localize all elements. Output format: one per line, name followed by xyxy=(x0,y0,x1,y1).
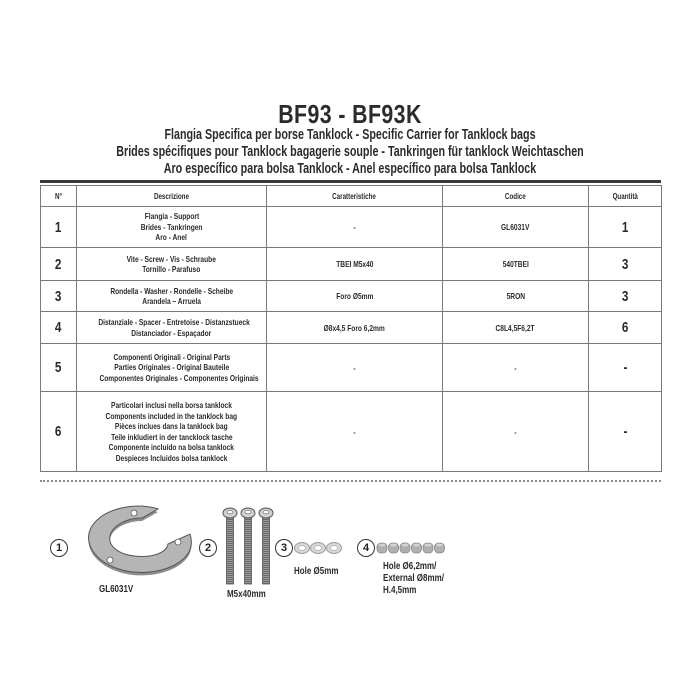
row-features: TBEI M5x40 xyxy=(267,248,443,281)
document-title: BF93 - BF93K xyxy=(278,99,422,129)
part-label-3: Hole Ø5mm xyxy=(294,566,339,577)
table-row xyxy=(41,312,662,344)
part-badge-2: 2 xyxy=(199,539,217,557)
washers-icon xyxy=(294,541,344,555)
table-header-row xyxy=(41,186,662,207)
row-quantity: - xyxy=(589,344,662,392)
row-code: - xyxy=(443,344,589,392)
table-row xyxy=(41,344,662,392)
table-row xyxy=(41,207,662,248)
screws-icon xyxy=(222,507,274,585)
part-label-4: Hole Ø6,2mm/ External Ø8mm/ H.4,5mm xyxy=(383,561,444,596)
table-row xyxy=(41,248,662,281)
row-features: - xyxy=(267,344,443,392)
row-code: C8L4,5F6,2T xyxy=(443,312,589,344)
row-quantity: 3 xyxy=(589,248,662,281)
flange-ring-icon xyxy=(80,500,200,580)
row-number: 4 xyxy=(41,312,77,344)
header-rule xyxy=(40,180,661,183)
row-code: GL6031V xyxy=(443,207,589,248)
row-quantity: 6 xyxy=(589,312,662,344)
spacers-icon xyxy=(376,540,448,556)
row-code: - xyxy=(443,392,589,472)
part-badge-1: 1 xyxy=(50,539,68,557)
subtitle-line-2: Brides spécifiques pour Tanklock bagagerie souple - Tankringen für tanklock Weichtaschen xyxy=(116,144,584,160)
part-label-2: M5x40mm xyxy=(227,589,266,600)
part-badge-4: 4 xyxy=(357,539,375,557)
row-description: Flangia - Support Brides - Tankringen Aro - Anel xyxy=(77,207,267,248)
dotted-separator xyxy=(40,480,661,482)
column-header-features: Caratteristiche xyxy=(267,186,443,207)
row-description: Distanziale - Spacer - Entretoise - Distanzstueck Distanciador - Espaçador xyxy=(77,312,267,344)
row-code: 540TBEI xyxy=(443,248,589,281)
row-features: - xyxy=(267,392,443,472)
column-header-number: N° xyxy=(41,186,77,207)
column-header-quantity: Quantità xyxy=(589,186,662,207)
row-quantity: 1 xyxy=(589,207,662,248)
row-number: 3 xyxy=(41,281,77,312)
row-description: Rondella - Washer - Rondelle - Scheibe Arandela – Arruela xyxy=(77,281,267,312)
row-features: Foro Ø5mm xyxy=(267,281,443,312)
row-description: Componenti Originali - Original Parts Parties Originales - Original Bauteile Componentes Originales - Componentes Originais xyxy=(77,344,267,392)
column-header-description: Descrizione xyxy=(77,186,267,207)
row-number: 2 xyxy=(41,248,77,281)
subtitle-line-1: Flangia Specifica per borse Tanklock - Specific Carrier for Tanklock bags xyxy=(164,127,536,143)
row-features: - xyxy=(267,207,443,248)
parts-table xyxy=(40,185,662,472)
row-number: 5 xyxy=(41,344,77,392)
part-label-1: GL6031V xyxy=(99,584,134,595)
subtitle-line-3: Aro específico para bolsa Tanklock - Anel específico para bolsa Tanklock xyxy=(163,161,537,177)
row-number: 1 xyxy=(41,207,77,248)
row-description: Vite - Screw - Vis - Schraube Tornillo - Parafuso xyxy=(77,248,267,281)
column-header-code: Codice xyxy=(443,186,589,207)
row-number: 6 xyxy=(41,392,77,472)
row-quantity: - xyxy=(589,392,662,472)
row-quantity: 3 xyxy=(589,281,662,312)
part-badge-3: 3 xyxy=(275,539,293,557)
table-row xyxy=(41,281,662,312)
table-row xyxy=(41,392,662,472)
row-features: Ø8x4,5 Foro 6,2mm xyxy=(267,312,443,344)
row-description: Particolari inclusi nella borsa tanklock Components included in the tanklock bag Pièces inclues dans la tanklock bag Teile inkludiert in der tancklock tasche Componente incluído na bolsa tanklock Despieces Incluidos bolsa tanklock xyxy=(77,392,267,472)
row-code: 5RON xyxy=(443,281,589,312)
